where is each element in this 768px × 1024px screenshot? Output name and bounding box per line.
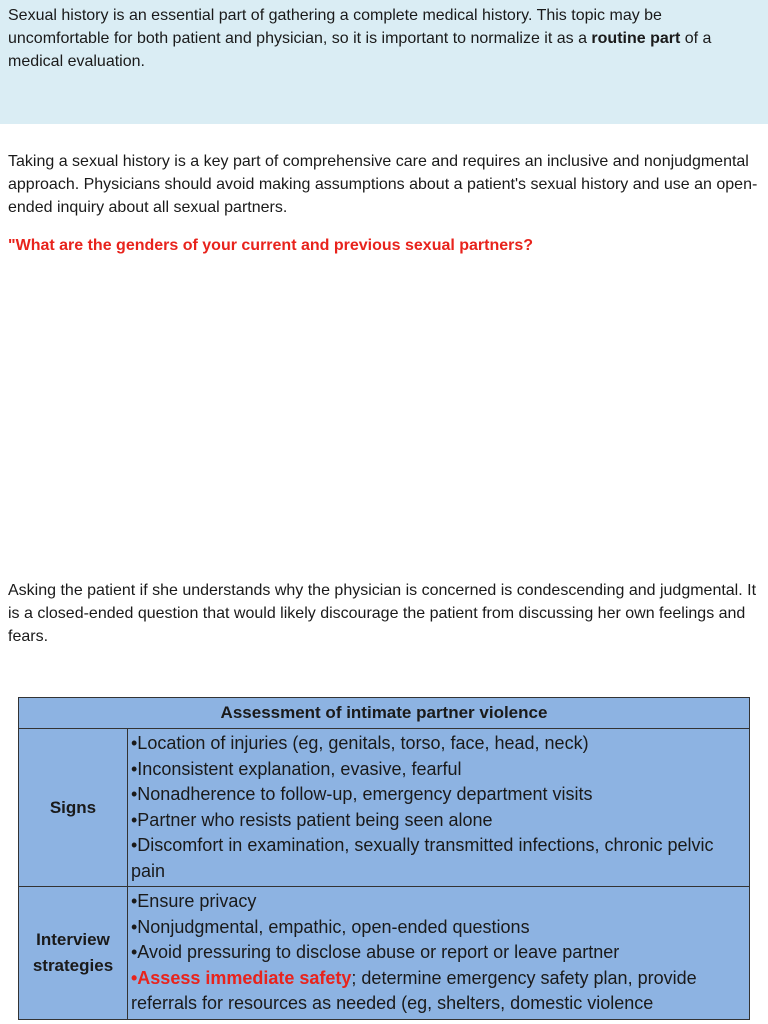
list-item-rest: ; determine emergency safety plan, provide referrals for resources as needed (eg, shelters, domestic violence [131, 967, 697, 1013]
row-label-line: strategies [32, 955, 114, 975]
table-title: Assessment of intimate partner violence [19, 698, 750, 729]
list-item [131, 966, 747, 1017]
ipv-assessment-table [18, 697, 750, 1020]
table-row-signs [19, 729, 750, 887]
list-item: •Nonjudgmental, empathic, open-ended questions [131, 916, 530, 937]
list-item: •Discomfort in examination, sexually transmitted infections, chronic pelvic pain [131, 835, 714, 881]
highlighted-text: •Assess immediate safety [131, 967, 352, 988]
list-item: •Inconsistent explanation, evasive, fearful [131, 758, 462, 779]
list-item: •Nonadherence to follow-up, emergency department visits [131, 784, 593, 804]
list-item: •Partner who resists patient being seen alone [131, 809, 493, 830]
callout-text: Sexual history is an essential part of gathering a complete medical history. This topic may be uncomfortable for both patient and physician, so it is important to normalize it as a [8, 7, 662, 47]
signs-list [128, 729, 750, 887]
row-label-interview [19, 887, 128, 1020]
interview-list [128, 887, 750, 1020]
row-label-signs: Signs [19, 729, 128, 887]
list-item: •Avoid pressuring to disclose abuse or report or leave partner [131, 942, 620, 962]
table-row-interview [19, 887, 750, 1020]
list-item: •Ensure privacy [131, 891, 257, 911]
example-question: "What are the genders of your current and previous sexual partners? [8, 237, 534, 254]
paragraph-incorrect-option: Asking the patient if she understands why the physician is concerned is condescending and judgmental. It is a closed-ended question that would likely discourage the patient from discussing her own feelings and fears. [8, 582, 757, 645]
callout-bold-text: routine part [591, 30, 681, 47]
explanation-callout [0, 0, 768, 124]
list-item: •Location of injuries (eg, genitals, torso, face, head, neck) [131, 733, 589, 753]
row-label-line: Interview [36, 929, 110, 949]
table-header-row [19, 698, 750, 729]
callout-text-end: of a medical evaluation. [8, 30, 712, 70]
paragraph-sexual-history: Taking a sexual history is a key part of comprehensive care and requires an inclusive and nonjudgmental approach. Physicians should avoid making assumptions about a patient's sexual history and use an open-ended inquiry about all sexual partners. [8, 153, 758, 216]
